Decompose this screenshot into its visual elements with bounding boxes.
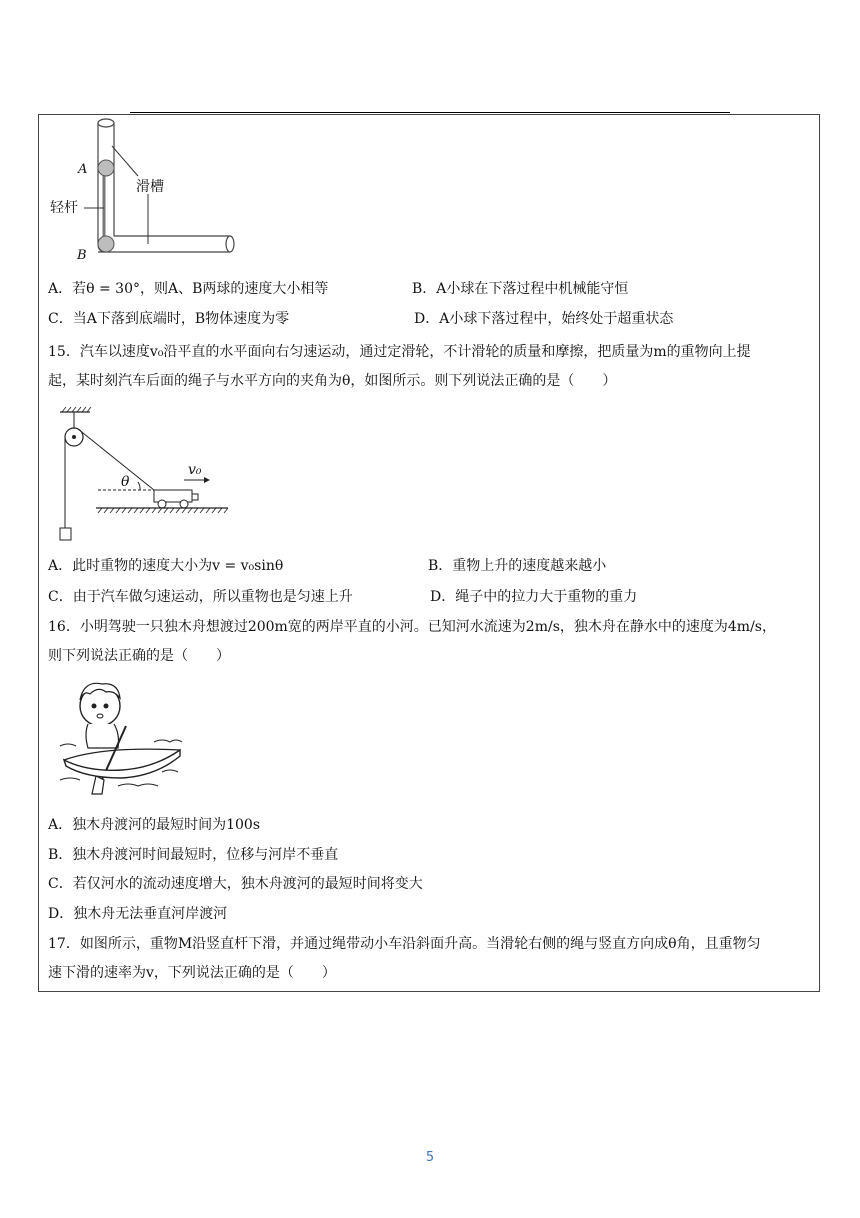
q16-option-c: C．若仅河水的流动速度增大，独木舟渡河的最短时间将变大 — [48, 876, 423, 892]
q16-option-b: B．独木舟渡河时间最短时，位移与河岸不垂直 — [48, 847, 339, 863]
figure-pulley-car — [56, 404, 236, 546]
q16-option-a: A．独木舟渡河的最短时间为100s — [48, 817, 261, 833]
q14-option-b: B．A小球在下落过程中机械能守恒 — [412, 281, 629, 297]
q16-stem-line1: 16．小明驾驶一只独木舟想渡过200m宽的两岸平直的小河。已知河水流速为2m/s，独木舟在静水中的速度为4m/s， — [48, 619, 776, 635]
label-rod: 轻杆 — [50, 200, 78, 216]
q15-option-a: A．此时重物的速度大小为v = v₀sinθ — [48, 558, 284, 574]
q15-stem-line1: 15．汽车以速度v₀沿平直的水平面向右匀速运动，通过定滑轮，不计滑轮的质量和摩擦，把质量为m的重物向上提 — [48, 344, 751, 360]
q16-stem-line2: 则下列说法正确的是（ ） — [48, 648, 230, 664]
label-slot: 滑槽 — [136, 179, 164, 195]
figure-canoe-boy — [58, 676, 188, 798]
q15-option-b: B．重物上升的速度越来越小 — [428, 558, 607, 574]
q15-option-c: C．由于汽车做匀速运动，所以重物也是匀速上升 — [48, 589, 353, 605]
q17-stem-line2: 速下滑的速率为v，下列说法正确的是（ ） — [48, 965, 336, 981]
q15-stem-line2: 起，某时刻汽车后面的绳子与水平方向的夹角为θ，如图所示。则下列说法正确的是（ ） — [48, 373, 617, 389]
label-b: B — [77, 248, 87, 263]
q17-stem-line1: 17．如图所示，重物M沿竖直杆下滑，并通过绳带动小车沿斜面升高。当滑轮右侧的绳与竖直方向成θ角，且重物匀 — [48, 936, 761, 952]
q16-option-d: D．独木舟无法垂直河岸渡河 — [48, 906, 228, 922]
fig15-v0-label: v₀ — [188, 462, 202, 478]
header-rule — [130, 112, 730, 113]
q14-option-a: A．若θ = 30°，则A、B两球的速度大小相等 — [48, 281, 329, 297]
q14-option-d: D．A小球下落过程中，始终处于超重状态 — [414, 311, 674, 327]
fig15-theta-label: θ — [121, 474, 130, 490]
page-number: 5 — [425, 1150, 435, 1165]
q14-option-c: C．当A下落到底端时，B物体速度为零 — [48, 311, 290, 327]
q15-option-d: D．绳子中的拉力大于重物的重力 — [430, 589, 638, 605]
label-a: A — [78, 162, 88, 177]
